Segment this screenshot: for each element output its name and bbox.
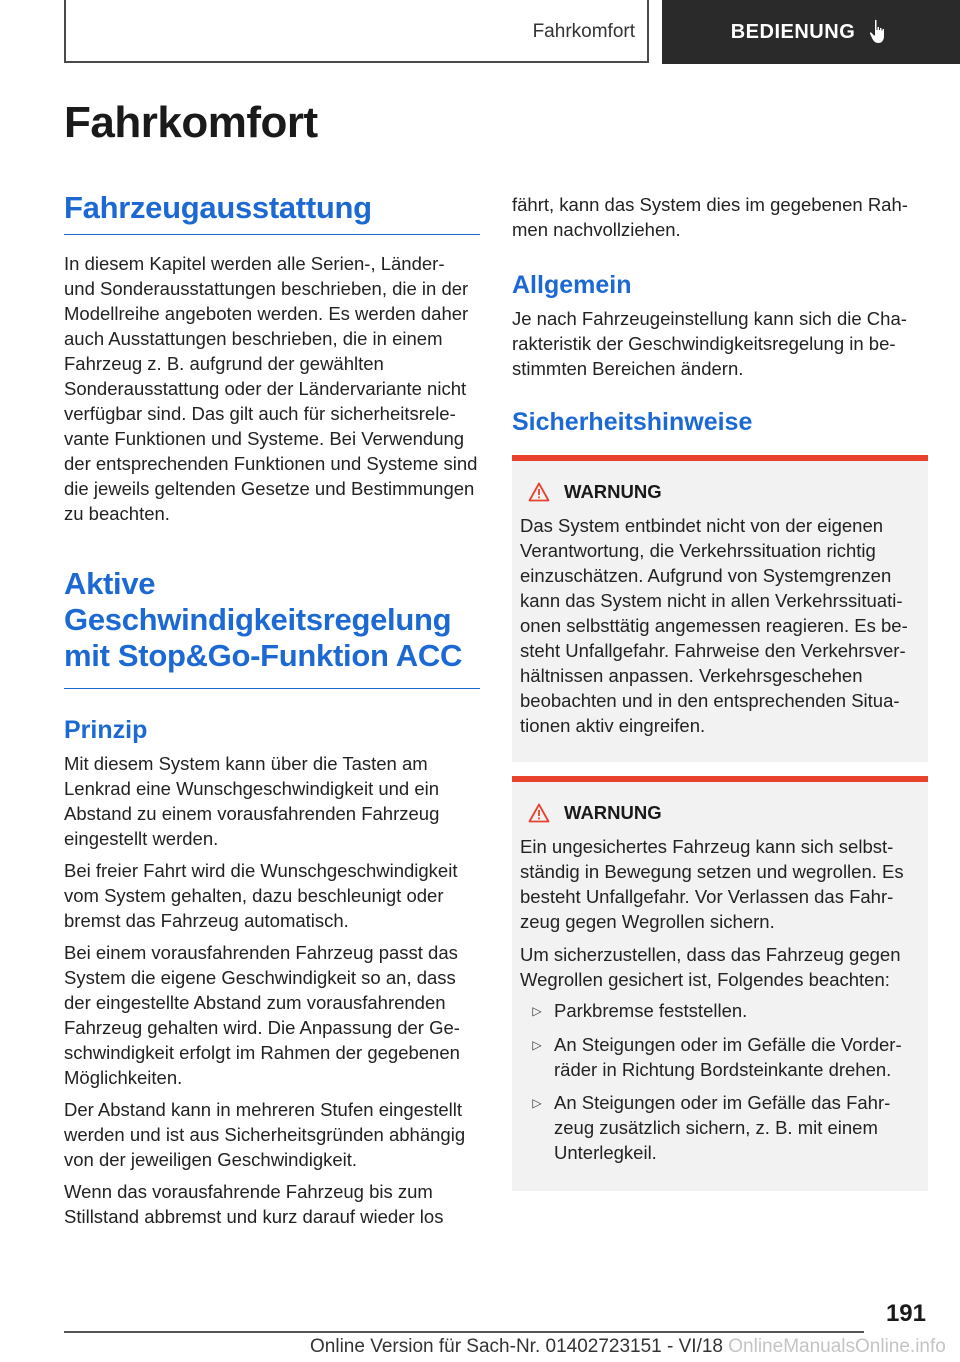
header-chapter-title: BEDIENUNG bbox=[730, 20, 856, 43]
heading-equipment: Fahrzeugausstattung bbox=[64, 190, 480, 235]
bullet-list bbox=[520, 998, 920, 1165]
footer-divider bbox=[64, 1331, 864, 1333]
paragraph-equipment: In diesem Kapitel werden alle Serien-, Länder- und Sonderausstattungen beschrieben, die in der Modellreihe angeboten werden. Es werden daher auch Ausstattungen beschrieben, die in einem Fahrzeug z. B. aufgrund der gewählten Sonderausstattung oder der Ländervariante nicht verfügbar sind. Das gilt auch für sicherheitsrelevante Funktionen und Systeme. Bei Verwendung der entsprechenden Funktionen und Systeme sind die jeweils geltenden Gesetze und Bestimmungen zu beachten. bbox=[64, 252, 478, 524]
list-item bbox=[520, 998, 920, 1024]
heading-principle: Prinzip bbox=[64, 715, 148, 744]
right-column bbox=[512, 192, 928, 1191]
warning-text: Das System entbindet nicht von der eigenen Verantwortung, die Verkehrssituation richtig einzuschätzen. Aufgrund von Systemgrenzen kann das System nicht in allen Verkehrssituationen selbsttätig angemessen reagieren. Es besteht Unfallgefahr. Fahrweise den Verkehrsverhältnissen anpassen. Verkehrsgeschehen beobachten und in den entsprechenden Situationen aktiv eingreifen. bbox=[520, 515, 908, 736]
list-item-text: An Steigungen oder im Gefälle die Vorderräder in Richtung Bordsteinkante drehen. bbox=[554, 1034, 902, 1080]
warning-box-1 bbox=[512, 455, 928, 762]
header-section-wrap bbox=[64, 0, 649, 63]
list-item bbox=[520, 1032, 920, 1082]
hand-pointer-icon bbox=[869, 19, 891, 45]
paragraph-general: Je nach Fahrzeugeinstellung kann sich die Charakteristik der Geschwindigkeitsregelung in bestimmten Bereichen ändern. bbox=[512, 308, 907, 379]
watermark-brand[interactable]: OnlineManualsOnline.info bbox=[728, 1336, 946, 1357]
warning-triangle-icon bbox=[528, 803, 550, 823]
warning-text-2: Um sicherzustellen, dass das Fahrzeug gegen Wegrollen gesichert ist, Folgendes beachten: bbox=[520, 944, 901, 990]
warning-title: WARNUNG bbox=[564, 481, 662, 502]
warning-box-2 bbox=[512, 776, 928, 1191]
paragraph-principle-2: Bei freier Fahrt wird die Wunschgeschwindigkeit vom System gehalten, dazu beschleunigt oder bremst das Fahrzeug automatisch. bbox=[64, 859, 458, 931]
heading-acc: Aktive Geschwindigkeitsregelung mit Stop&Go-Funktion ACC bbox=[64, 566, 480, 689]
bullet-triangle-icon: ▷ bbox=[532, 1096, 542, 1110]
page-title: Fahrkomfort bbox=[64, 98, 318, 147]
paragraph-principle-1: Mit diesem System kann über die Tasten am Lenkrad eine Wunschgeschwindigkeit und ein Abstand zu einem vorausfahrenden Fahrzeug eingestellt werden. bbox=[64, 752, 440, 849]
warning-header bbox=[520, 802, 920, 824]
header-section-title: Fahrkomfort bbox=[532, 20, 635, 42]
list-item-text: An Steigungen oder im Gefälle das Fahrzeug zusätzlich sichern, z. B. mit einem Unterlegkeil. bbox=[554, 1092, 891, 1163]
bullet-triangle-icon: ▷ bbox=[532, 1004, 542, 1018]
warning-text-1: Ein ungesichertes Fahrzeug kann sich selbstständig in Bewegung setzen und wegrollen. Es besteht Unfallgefahr. Vor Verlassen das Fahrzeug gegen Wegrollen sichern. bbox=[520, 836, 904, 932]
page-number: 191 bbox=[885, 1300, 926, 1327]
footer-text bbox=[310, 1336, 946, 1358]
left-column bbox=[64, 190, 480, 1229]
paragraph-principle-3: Bei einem vorausfahrenden Fahrzeug passt das System die eigene Geschwindigkeit so an, dass der eingestellte Abstand zum vorausfahrenden Fahrzeug gehalten wird. Die Anpassung der Geschwindigkeit erfolgt im Rahmen der gegebenen Möglichkeiten. bbox=[64, 941, 460, 1088]
paragraph-principle-4: Der Abstand kann in mehreren Stufen eingestellt werden und ist aus Sicherheitsgründen abhängig von der jeweiligen Geschwindigkeit. bbox=[64, 1098, 466, 1170]
list-item-text: Parkbremse feststellen. bbox=[554, 1000, 748, 1021]
header-chapter bbox=[662, 0, 960, 64]
paragraph-continued: fährt, kann das System dies im gegebenen Rahmen nachvollziehen. bbox=[512, 194, 908, 240]
warning-header bbox=[520, 481, 920, 503]
online-version-text: Online Version für Sach-Nr. 01402723151 - VI/18 bbox=[310, 1336, 723, 1357]
warning-triangle-icon bbox=[528, 482, 550, 502]
paragraph-principle-5: Wenn das vorausfahrende Fahrzeug bis zum Stillstand abbremst und kurz darauf wieder los bbox=[64, 1180, 444, 1227]
warning-title: WARNUNG bbox=[564, 802, 662, 823]
bullet-triangle-icon: ▷ bbox=[532, 1038, 542, 1052]
heading-general: Allgemein bbox=[512, 271, 632, 299]
list-item bbox=[520, 1090, 920, 1165]
heading-safety: Sicherheitshinweise bbox=[512, 408, 753, 436]
